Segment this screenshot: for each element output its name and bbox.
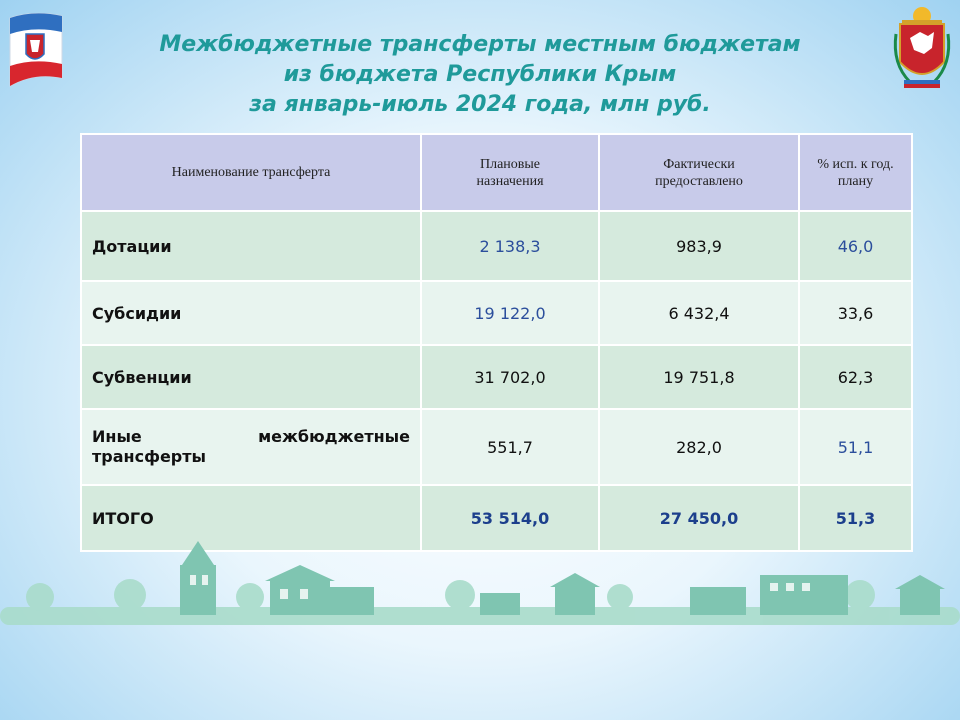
row-plan: 19 122,0 — [421, 281, 599, 345]
row-percent: 62,3 — [799, 345, 912, 409]
total-percent: 51,3 — [799, 485, 912, 551]
row-name-part-3: трансферты — [92, 447, 206, 466]
table-header-row — [81, 134, 912, 211]
row-fact: 983,9 — [599, 211, 799, 281]
title-line-3: за январь-июль 2024 года, млн руб. — [249, 92, 711, 117]
page-title — [110, 30, 850, 120]
row-plan: 2 138,3 — [421, 211, 599, 281]
row-percent: 46,0 — [799, 211, 912, 281]
total-fact: 27 450,0 — [599, 485, 799, 551]
row-plan: 551,7 — [421, 409, 599, 485]
crimea-flag-emblem-icon — [4, 8, 66, 92]
row-name: Субвенции — [81, 345, 421, 409]
table-row — [81, 211, 912, 281]
header-transfer-name: Наименование трансферта — [81, 134, 421, 211]
total-name: ИТОГО — [81, 485, 421, 551]
row-name-part-1: Иные — [92, 427, 142, 446]
row-fact: 19 751,8 — [599, 345, 799, 409]
table-row — [81, 281, 912, 345]
town-skyline-illustration — [0, 535, 960, 645]
header-plan: Плановые назначения — [421, 134, 599, 211]
row-percent: 33,6 — [799, 281, 912, 345]
row-name — [81, 409, 421, 485]
header-percent: % исп. к год. плану — [799, 134, 912, 211]
row-name: Дотации — [81, 211, 421, 281]
row-fact: 6 432,4 — [599, 281, 799, 345]
row-name-part-2: межбюджетные — [258, 427, 410, 446]
header-fact: Фактически предоставлено — [599, 134, 799, 211]
row-percent: 51,1 — [799, 409, 912, 485]
title-line-1: Межбюджетные трансферты местным бюджетам — [159, 32, 801, 57]
table-row — [81, 345, 912, 409]
title-line-2: из бюджета Республики Крым — [283, 62, 677, 87]
total-plan: 53 514,0 — [421, 485, 599, 551]
row-plan: 31 702,0 — [421, 345, 599, 409]
row-fact: 282,0 — [599, 409, 799, 485]
table-row — [81, 409, 912, 485]
transfers-table — [80, 133, 913, 552]
crimea-coat-of-arms-icon — [890, 4, 954, 94]
row-name: Субсидии — [81, 281, 421, 345]
